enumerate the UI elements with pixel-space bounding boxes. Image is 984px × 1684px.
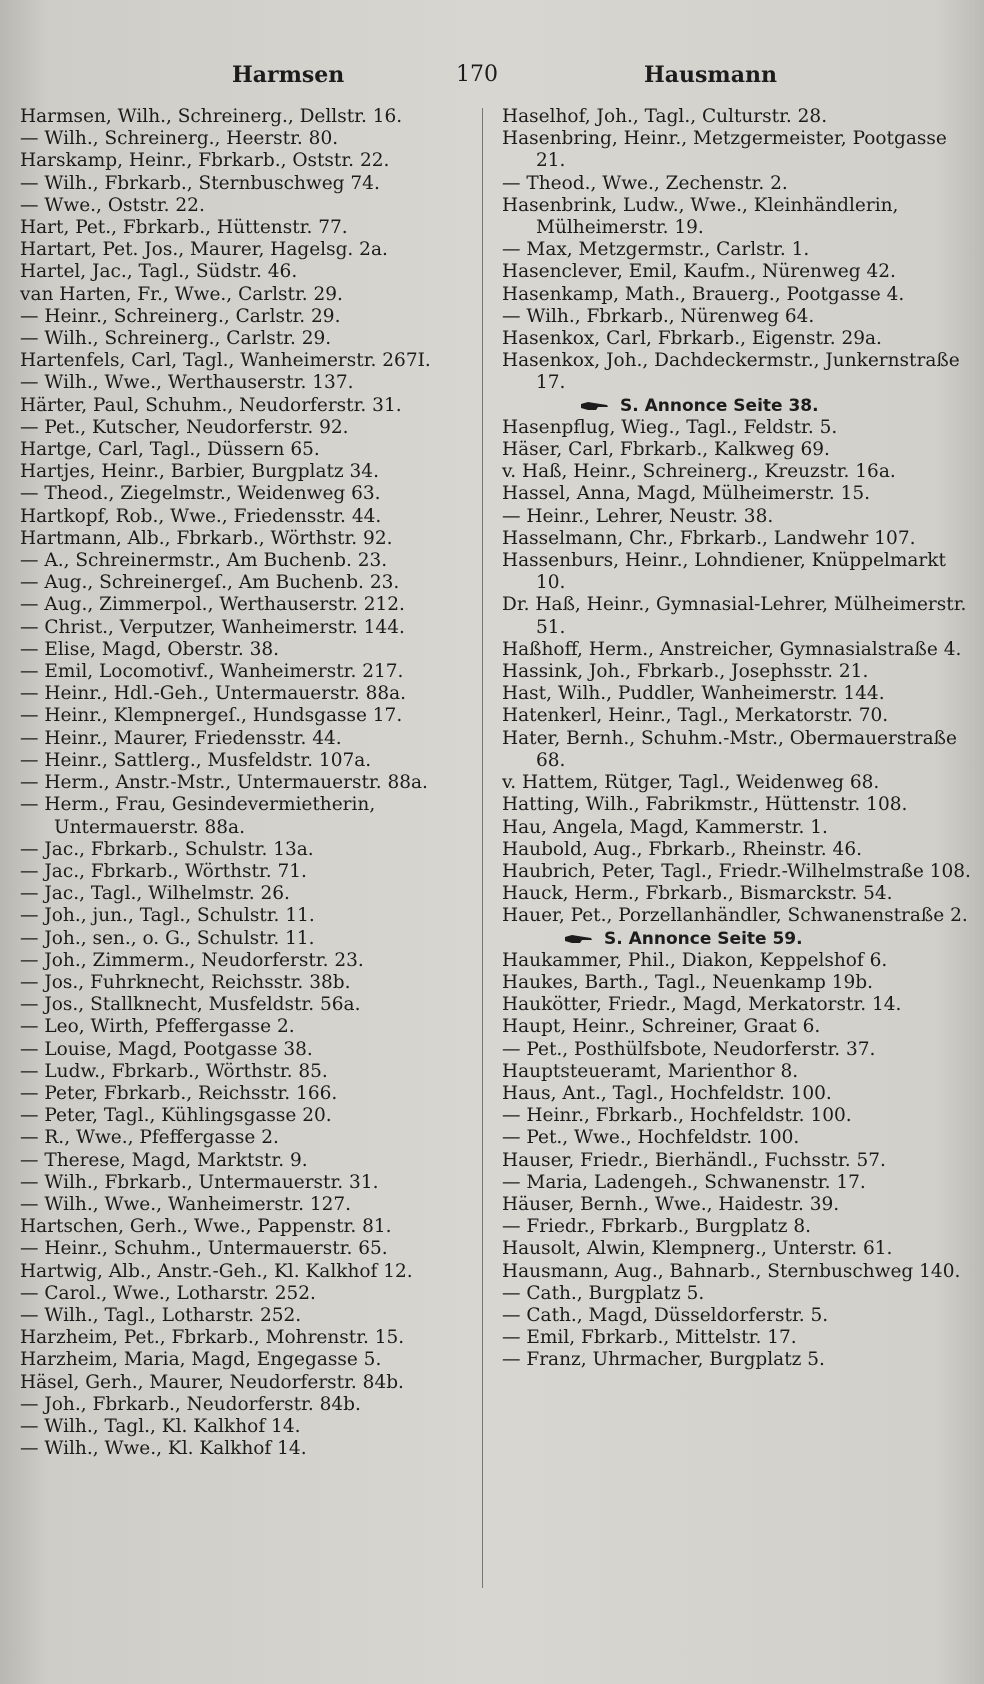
directory-entry: Hartschen, Gerh., Wwe., Pappenstr. 81. — [20, 1216, 392, 1238]
directory-entry: Haupt, Heinr., Schreiner, Graat 6. — [502, 1016, 821, 1038]
directory-entry: — Wilh., Schreinerg., Carlstr. 29. — [20, 328, 332, 350]
directory-entry: Hassink, Joh., Fbrkarb., Josephsstr. 21. — [502, 661, 869, 683]
directory-entry: Hart, Pet., Fbrkarb., Hüttenstr. 77. — [20, 217, 348, 239]
directory-entry: Haukammer, Phil., Diakon, Keppelshof 6. — [502, 949, 888, 971]
directory-entry: Hatenkerl, Heinr., Tagl., Merkatorstr. 70. — [502, 705, 889, 727]
directory-entry: — Theod., Wwe., Zechenstr. 2. — [502, 172, 788, 194]
directory-entry: — Joh., sen., o. G., Schulstr. 11. — [20, 927, 315, 949]
directory-entry: — Pet., Kutscher, Neudorferstr. 92. — [20, 416, 349, 438]
directory-entry: — Emil, Locomotivf., Wanheimerstr. 217. — [20, 661, 404, 683]
directory-entry: — Franz, Uhrmacher, Burgplatz 5. — [502, 1349, 825, 1371]
annonce-reference — [502, 395, 972, 417]
directory-entry: — Wilh., Wwe., Wanheimerstr. 127. — [20, 1193, 352, 1215]
directory-entry: — Jac., Fbrkarb., Schulstr. 13a. — [20, 838, 314, 860]
running-header — [20, 62, 964, 102]
directory-entry: — Heinr., Hdl.-Geh., Untermauerstr. 88a. — [20, 683, 407, 705]
directory-entry: — Wilh., Schreinerg., Heerstr. 80. — [20, 128, 339, 150]
directory-entry: — Pet., Posthülfsbote, Neudorferstr. 37. — [502, 1038, 876, 1060]
directory-entry: — Max, Metzgermstr., Carlstr. 1. — [502, 239, 810, 261]
directory-entry: — Wilh., Tagl., Lotharstr. 252. — [20, 1304, 302, 1326]
directory-entry: Haßhoff, Herm., Anstreicher, Gymnasialstraße 4. — [502, 638, 962, 660]
directory-entry: — Heinr., Maurer, Friedensstr. 44. — [20, 727, 342, 749]
directory-entry: — Wilh., Wwe., Werthauserstr. 137. — [20, 372, 354, 394]
directory-entry: Harzheim, Pet., Fbrkarb., Mohrenstr. 15. — [20, 1327, 405, 1349]
directory-entry: — Heinr., Fbrkarb., Hochfeldstr. 100. — [502, 1105, 852, 1127]
directory-entry: — Herm., Anstr.-Mstr., Untermauerstr. 88a. — [20, 772, 428, 794]
directory-entry: — Leo, Wirth, Pfeffergasse 2. — [20, 1016, 295, 1038]
directory-entry: v. Haß, Heinr., Schreinerg., Kreuzstr. 16a. — [502, 461, 896, 483]
header-right-keyword: Hausmann — [644, 62, 777, 88]
pointing-hand-icon — [580, 400, 610, 412]
directory-entry: van Harten, Fr., Wwe., Carlstr. 29. — [20, 283, 343, 305]
directory-entry: Hartwig, Alb., Anstr.-Geh., Kl. Kalkhof 12. — [20, 1260, 413, 1282]
directory-entry: Hasenbrink, Ludw., Wwe., Kleinhändlerin, Mülheimerstr. 19. — [502, 194, 899, 239]
directory-entry: — Friedr., Fbrkarb., Burgplatz 8. — [502, 1216, 812, 1238]
directory-entry: Häuser, Bernh., Wwe., Haidestr. 39. — [502, 1193, 840, 1215]
column-divider — [482, 108, 483, 1588]
directory-entry: — Peter, Fbrkarb., Reichsstr. 166. — [20, 1082, 338, 1104]
directory-entry: Hartjes, Heinr., Barbier, Burgplatz 34. — [20, 461, 379, 483]
directory-entry: Hauer, Pet., Porzellanhändler, Schwanenstraße 2. — [502, 905, 968, 927]
directory-entry: Haukes, Barth., Tagl., Neuenkamp 19b. — [502, 971, 873, 993]
directory-entry: — Wilh., Fbrkarb., Nürenweg 64. — [502, 305, 815, 327]
left-column — [20, 106, 460, 1460]
directory-entry: Hauser, Friedr., Bierhändl., Fuchsstr. 57. — [502, 1149, 886, 1171]
directory-entry: — Heinr., Schuhm., Untermauerstr. 65. — [20, 1238, 388, 1260]
directory-entry: Hasselmann, Chr., Fbrkarb., Landwehr 107. — [502, 527, 916, 549]
directory-entry: Hartart, Pet. Jos., Maurer, Hagelsg. 2a. — [20, 239, 388, 261]
directory-entry: — Emil, Fbrkarb., Mittelstr. 17. — [502, 1327, 797, 1349]
annonce-text: S. Annonce Seite 38. — [620, 395, 819, 416]
directory-entry: Hast, Wilh., Puddler, Wanheimerstr. 144. — [502, 683, 885, 705]
directory-entry: Hasenclever, Emil, Kaufm., Nürenweg 42. — [502, 261, 896, 283]
directory-entry: — Jos., Stallknecht, Musfeldstr. 56a. — [20, 994, 361, 1016]
directory-entry: Hartenfels, Carl, Tagl., Wanheimerstr. 267I. — [20, 350, 431, 372]
directory-entry: Hasenkox, Joh., Dachdeckermstr., Junkernstraße 17. — [502, 350, 960, 394]
directory-entry: — Peter, Tagl., Kühlingsgasse 20. — [20, 1105, 332, 1127]
directory-entry: Hausolt, Alwin, Klempnerg., Unterstr. 61. — [502, 1238, 893, 1260]
directory-entry: — Jac., Tagl., Wilhelmstr. 26. — [20, 883, 290, 905]
directory-entry: Haubold, Aug., Fbrkarb., Rheinstr. 46. — [502, 838, 862, 860]
directory-entry: — Herm., Frau, Gesindevermietherin, Untermauerstr. 88a. — [20, 794, 376, 838]
directory-entry: Haselhof, Joh., Tagl., Culturstr. 28. — [502, 106, 828, 127]
directory-entry: Hartkopf, Rob., Wwe., Friedensstr. 44. — [20, 505, 382, 527]
directory-entry: Härter, Paul, Schuhm., Neudorferstr. 31. — [20, 394, 402, 416]
directory-entry: — Pet., Wwe., Hochfeldstr. 100. — [502, 1127, 800, 1149]
directory-entry: — Joh., jun., Tagl., Schulstr. 11. — [20, 905, 315, 927]
directory-entry: — R., Wwe., Pfeffergasse 2. — [20, 1127, 279, 1149]
directory-entry: — Wilh., Fbrkarb., Sternbuschweg 74. — [20, 172, 380, 194]
directory-entry: Harmsen, Wilh., Schreinerg., Dellstr. 16. — [20, 106, 403, 127]
directory-entry: — Cath., Magd, Düsseldorferstr. 5. — [502, 1304, 829, 1326]
directory-entry: — Joh., Fbrkarb., Neudorferstr. 84b. — [20, 1393, 361, 1415]
annonce-reference — [502, 928, 972, 950]
directory-entry: — Elise, Magd, Oberstr. 38. — [20, 638, 280, 660]
directory-entry: Harzheim, Maria, Magd, Engegasse 5. — [20, 1349, 382, 1371]
directory-entry: Haus, Ant., Tagl., Hochfeldstr. 100. — [502, 1082, 832, 1104]
directory-entry: Hau, Angela, Magd, Kammerstr. 1. — [502, 816, 828, 838]
directory-entry: — Aug., Schreinergeſ., Am Buchenb. 23. — [20, 572, 400, 594]
pointing-hand-icon — [564, 933, 594, 945]
page-number: 170 — [456, 62, 498, 87]
directory-entry: — Carol., Wwe., Lotharstr. 252. — [20, 1282, 316, 1304]
directory-entry: Häser, Carl, Fbrkarb., Kalkweg 69. — [502, 439, 830, 461]
directory-entry: Hasenkox, Carl, Fbrkarb., Eigenstr. 29a. — [502, 328, 882, 350]
directory-entry: Dr. Haß, Heinr., Gymnasial-Lehrer, Mülheimerstr. 51. — [502, 594, 967, 638]
directory-entry: Hausmann, Aug., Bahnarb., Sternbuschweg 140. — [502, 1260, 961, 1282]
directory-entry: Harskamp, Heinr., Fbrkarb., Oststr. 22. — [20, 150, 390, 172]
directory-entry: — Christ., Verputzer, Wanheimerstr. 144. — [20, 616, 405, 638]
directory-entry: — Cath., Burgplatz 5. — [502, 1282, 705, 1304]
right-column — [502, 106, 972, 1372]
directory-entry: — Wilh., Tagl., Kl. Kalkhof 14. — [20, 1415, 301, 1437]
directory-entry: Hasenbring, Heinr., Metzgermeister, Pootgasse 21. — [502, 128, 947, 172]
directory-entry: Hassel, Anna, Magd, Mülheimerstr. 15. — [502, 483, 870, 505]
annonce-text: S. Annonce Seite 59. — [604, 928, 803, 949]
directory-entry: — Therese, Magd, Marktstr. 9. — [20, 1149, 308, 1171]
directory-entry: Hauptsteueramt, Marienthor 8. — [502, 1060, 799, 1082]
directory-entry: — Joh., Zimmerm., Neudorferstr. 23. — [20, 949, 364, 971]
directory-entry: Haubrich, Peter, Tagl., Friedr.-Wilhelmstraße 108. — [502, 860, 971, 882]
directory-entry: Hartmann, Alb., Fbrkarb., Wörthstr. 92. — [20, 527, 393, 549]
directory-entry: — Heinr., Schreinerg., Carlstr. 29. — [20, 305, 341, 327]
directory-entry: Hasenkamp, Math., Brauerg., Pootgasse 4. — [502, 283, 905, 305]
directory-entry: Hatting, Wilh., Fabrikmstr., Hüttenstr. 108. — [502, 794, 908, 816]
directory-entry: — Heinr., Sattlerg., Musfeldstr. 107a. — [20, 749, 372, 771]
directory-entry: v. Hattem, Rütger, Tagl., Weidenweg 68. — [502, 772, 880, 794]
directory-entry: — Ludw., Fbrkarb., Wörthstr. 85. — [20, 1060, 328, 1082]
directory-entry: Hasenpflug, Wieg., Tagl., Feldstr. 5. — [502, 416, 838, 438]
directory-entry: — Jos., Fuhrknecht, Reichsstr. 38b. — [20, 971, 351, 993]
header-left-keyword: Harmsen — [232, 62, 345, 88]
directory-entry: — Wwe., Oststr. 22. — [20, 194, 205, 216]
directory-entry: — Heinr., Klempnergeſ., Hundsgasse 17. — [20, 705, 403, 727]
directory-entry: Häsel, Gerh., Maurer, Neudorferstr. 84b. — [20, 1371, 404, 1393]
directory-entry: — Theod., Ziegelmstr., Weidenweg 63. — [20, 483, 381, 505]
directory-entry: Hartge, Carl, Tagl., Düssern 65. — [20, 439, 320, 461]
directory-entry: — Louise, Magd, Pootgasse 38. — [20, 1038, 313, 1060]
directory-entry: — Jac., Fbrkarb., Wörthstr. 71. — [20, 860, 307, 882]
directory-entry: Hartel, Jac., Tagl., Südstr. 46. — [20, 261, 298, 283]
directory-entry: — Aug., Zimmerpol., Werthauserstr. 212. — [20, 594, 405, 616]
directory-entry: Haukötter, Friedr., Magd, Merkatorstr. 14. — [502, 994, 902, 1016]
directory-entry: — Heinr., Lehrer, Neustr. 38. — [502, 505, 774, 527]
directory-entry: — Wilh., Fbrkarb., Untermauerstr. 31. — [20, 1171, 379, 1193]
directory-entry: Hassenburs, Heinr., Lohndiener, Knüppelmarkt 10. — [502, 550, 946, 594]
directory-entry: Hauck, Herm., Fbrkarb., Bismarckstr. 54. — [502, 883, 893, 905]
directory-entry: — Maria, Ladengeh., Schwanenstr. 17. — [502, 1171, 866, 1193]
directory-entry: — A., Schreinermstr., Am Buchenb. 23. — [20, 550, 388, 572]
directory-entry: Hater, Bernh., Schuhm.-Mstr., Obermauerstraße 68. — [502, 727, 957, 771]
directory-entry: — Wilh., Wwe., Kl. Kalkhof 14. — [20, 1438, 307, 1460]
